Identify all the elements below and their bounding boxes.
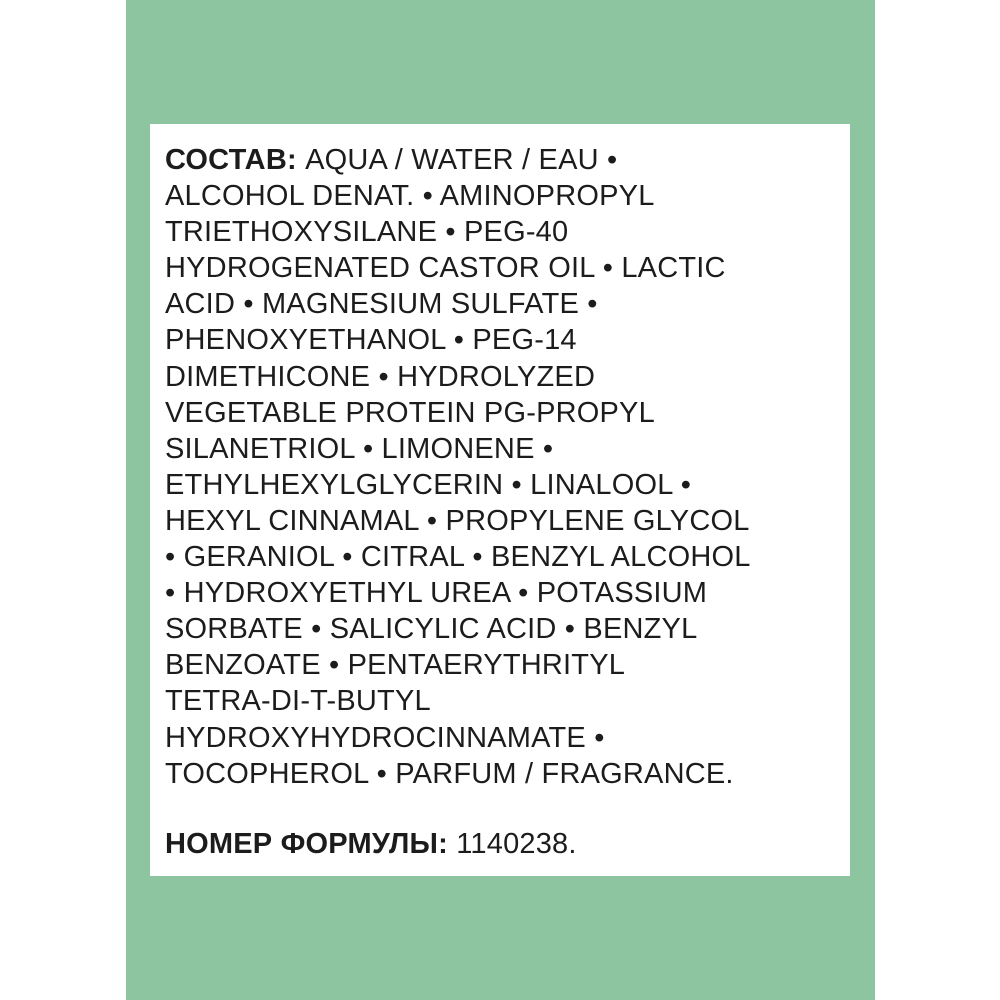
ingredients-line-7: DIMETHICONE • HYDROLYZED	[165, 360, 596, 393]
composition-heading: СОСТАВ:	[165, 144, 297, 176]
ingredients-line-9: SILANETRIOL • LIMONENE •	[165, 432, 554, 465]
ingredients-line-15: BENZOATE • PENTAERYTHRITYL	[165, 649, 626, 682]
ingredients-line-10: ETHYLHEXYLGLYCERIN • LINALOOL •	[165, 468, 692, 501]
ingredients-line-8: VEGETABLE PROTEIN PG-PROPYL	[165, 396, 655, 429]
ingredients-line-2: ALCOHOL DENAT. • AMINOPROPYL	[165, 180, 655, 213]
ingredients-line-1	[165, 142, 845, 178]
ingredients-line-4: HYDROGENATED CASTOR OIL • LACTIC	[165, 252, 726, 285]
ingredients-line-11: HEXYL CINNAMAL • PROPYLENE GLYCOL	[165, 504, 750, 537]
ingredients-line-12: • GERANIOL • CITRAL • BENZYL ALCOHOL	[165, 541, 751, 574]
ingredients-line-3: TRIETHOXYSILANE • PEG-40	[165, 216, 569, 249]
ingredients-line-17: HYDROXYHYDROCINNAMATE •	[165, 721, 605, 754]
ingredients-line-18: TOCOPHEROL • PARFUM / FRAGRANCE.	[165, 757, 734, 790]
ingredients-line-16: TETRA-DI-T-BUTYL	[165, 685, 431, 718]
ingredients-line-14: SORBATE • SALICYLIC ACID • BENZYL	[165, 613, 698, 646]
ingredients-line-6: PHENOXYETHANOL • PEG-14	[165, 324, 577, 357]
ingredients-line-13: • HYDROXYETHYL UREA • POTASSIUM	[165, 577, 708, 610]
ingredients-line-5: ACID • MAGNESIUM SULFATE •	[165, 288, 598, 321]
formula-value: 1140238.	[456, 828, 577, 860]
formula-label: НОМЕР ФОРМУЛЫ:	[165, 828, 448, 860]
ingredients-list	[165, 142, 845, 792]
formula-number	[165, 826, 577, 862]
ingredients-text: AQUA / WATER / EAU •	[305, 144, 618, 176]
